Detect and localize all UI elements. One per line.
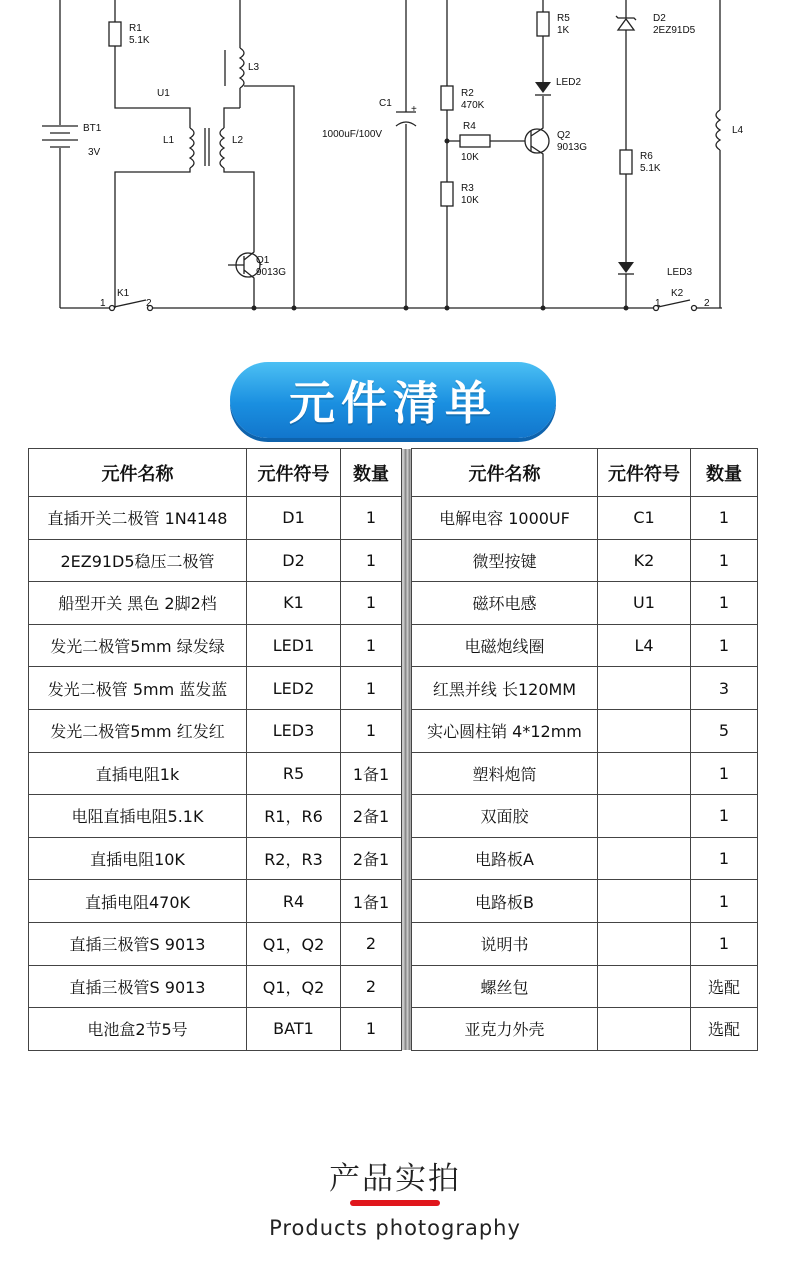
- column-divider: [402, 795, 412, 838]
- column-divider: [402, 624, 412, 667]
- k2-pin1: 1: [655, 298, 661, 309]
- table-cell: 1: [691, 539, 758, 582]
- switch-k2: [658, 300, 690, 307]
- table-cell: 发光二极管5mm 红发红: [29, 709, 247, 752]
- table-cell: 直插三极管S 9013: [29, 922, 247, 965]
- table-cell: 电磁炮线圈: [412, 624, 598, 667]
- banner-title: 元件清单: [289, 376, 497, 430]
- table-cell: 直插电阻470K: [29, 880, 247, 923]
- table-cell: 微型按键: [412, 539, 598, 582]
- r6-label: R6: [640, 151, 653, 162]
- resistor-r5: [537, 12, 549, 36]
- column-divider: [402, 965, 412, 1008]
- table-cell: 双面胶: [412, 795, 598, 838]
- table-cell: [598, 1008, 691, 1051]
- table-cell: 2: [341, 922, 402, 965]
- table-cell: K1: [247, 582, 341, 625]
- table-cell: R2，R3: [247, 837, 341, 880]
- resistor-r3: [441, 182, 453, 206]
- r5-value: 1K: [557, 25, 570, 36]
- table-cell: 1: [341, 582, 402, 625]
- table-cell: R4: [247, 880, 341, 923]
- table-cell: 直插开关二极管 1N4148: [29, 497, 247, 540]
- table-cell: 1: [341, 667, 402, 710]
- k1-label: K1: [117, 288, 130, 299]
- table-cell: [598, 709, 691, 752]
- table-row: [29, 667, 758, 710]
- table-cell: C1: [598, 497, 691, 540]
- c1-plus: +: [411, 104, 417, 115]
- section-accent-bar: [350, 1200, 440, 1206]
- table-cell: 2EZ91D5稳压二极管: [29, 539, 247, 582]
- table-row: [29, 837, 758, 880]
- led3-symbol: [618, 262, 634, 273]
- table-cell: K2: [598, 539, 691, 582]
- k1-pin2: 2: [146, 298, 152, 309]
- table-cell: [598, 795, 691, 838]
- r1-label: R1: [129, 23, 142, 34]
- table-cell: 选配: [691, 965, 758, 1008]
- r1-value: 5.1K: [129, 35, 150, 46]
- table-cell: Q1，Q2: [247, 922, 341, 965]
- column-divider: [402, 449, 412, 497]
- table-cell: 磁环电感: [412, 582, 598, 625]
- table-row: [29, 922, 758, 965]
- inductor-l1: [190, 128, 194, 168]
- table-cell: 1: [691, 497, 758, 540]
- table-header-row: [29, 449, 758, 497]
- table-cell: 电路板B: [412, 880, 598, 923]
- table-cell: 1: [341, 709, 402, 752]
- header-cell: 元件名称: [29, 449, 247, 497]
- zener-d2: [618, 19, 634, 30]
- q2-label: Q2: [557, 130, 571, 141]
- table-cell: 电池盒2节5号: [29, 1008, 247, 1051]
- table-cell: U1: [598, 582, 691, 625]
- column-divider: [402, 539, 412, 582]
- u1-label: U1: [157, 88, 170, 99]
- l3-label: L3: [248, 62, 260, 73]
- switch-k1: [114, 300, 146, 307]
- table-row: [29, 1008, 758, 1051]
- table-cell: 电阻直插电阻5.1K: [29, 795, 247, 838]
- bt1-value: 3V: [88, 147, 101, 158]
- table-cell: 1: [341, 1008, 402, 1051]
- table-row: [29, 582, 758, 625]
- table-cell: 1: [691, 922, 758, 965]
- table-cell: 直插电阻10K: [29, 837, 247, 880]
- q1-value: 9013G: [256, 267, 287, 278]
- table-cell: 1: [691, 837, 758, 880]
- resistor-r4: [460, 135, 490, 147]
- table-cell: 电解电容 1000UF: [412, 497, 598, 540]
- table-cell: 2: [341, 965, 402, 1008]
- r3-label: R3: [461, 183, 474, 194]
- table-cell: 实心圆柱销 4*12mm: [412, 709, 598, 752]
- header-cell: 数量: [691, 449, 758, 497]
- circuit-schematic: [0, 0, 790, 330]
- table-cell: [598, 752, 691, 795]
- r5-label: R5: [557, 13, 570, 24]
- header-cell: 数量: [341, 449, 402, 497]
- table-cell: 1: [691, 880, 758, 923]
- inductor-l3: [240, 48, 244, 88]
- r6-value: 5.1K: [640, 163, 661, 174]
- table-cell: 发光二极管5mm 绿发绿: [29, 624, 247, 667]
- table-cell: R1，R6: [247, 795, 341, 838]
- table-cell: 直插三极管S 9013: [29, 965, 247, 1008]
- table-cell: [598, 965, 691, 1008]
- section-title: 产品实拍: [329, 1161, 461, 1197]
- table-cell: R5: [247, 752, 341, 795]
- q2-value: 9013G: [557, 142, 588, 153]
- table-cell: 1: [691, 582, 758, 625]
- resistor-r6: [620, 150, 632, 174]
- r4-label: R4: [463, 121, 476, 132]
- inductor-l2: [220, 128, 224, 168]
- table-cell: D1: [247, 497, 341, 540]
- table-cell: 红黑并线 长120MM: [412, 667, 598, 710]
- table-cell: [598, 880, 691, 923]
- r2-label: R2: [461, 88, 474, 99]
- header-cell: 元件名称: [412, 449, 598, 497]
- table-cell: LED2: [247, 667, 341, 710]
- table-cell: [598, 667, 691, 710]
- table-row: [29, 752, 758, 795]
- table-cell: 亚克力外壳: [412, 1008, 598, 1051]
- resistor-r2: [441, 86, 453, 110]
- resistor-r1: [109, 22, 121, 46]
- table-cell: 1备1: [341, 752, 402, 795]
- parts-list-banner: [230, 362, 556, 438]
- table-cell: Q1，Q2: [247, 965, 341, 1008]
- table-cell: BAT1: [247, 1008, 341, 1051]
- q1-label: Q1: [256, 255, 270, 266]
- section-subtitle: Products photography: [269, 1216, 521, 1240]
- l2-label: L2: [232, 135, 244, 146]
- k1-pin1: 1: [100, 298, 106, 309]
- coil-l4: [716, 110, 720, 150]
- table-cell: LED1: [247, 624, 341, 667]
- column-divider: [402, 922, 412, 965]
- table-cell: 5: [691, 709, 758, 752]
- column-divider: [402, 752, 412, 795]
- l4-label: L4: [732, 125, 744, 136]
- d2-value: 2EZ91D5: [653, 25, 696, 36]
- table-row: [29, 880, 758, 923]
- table-cell: 塑料炮筒: [412, 752, 598, 795]
- led2-symbol: [535, 82, 551, 93]
- led3-label: LED3: [667, 267, 693, 278]
- table-row: [29, 497, 758, 540]
- table-cell: 1: [341, 624, 402, 667]
- battery-bt1: [42, 126, 78, 147]
- table-cell: 电路板A: [412, 837, 598, 880]
- header-cell: 元件符号: [598, 449, 691, 497]
- table-cell: 螺丝包: [412, 965, 598, 1008]
- table-cell: 1备1: [341, 880, 402, 923]
- table-cell: 船型开关 黑色 2脚2档: [29, 582, 247, 625]
- k2-pin2: 2: [704, 298, 710, 309]
- table-cell: 1: [691, 624, 758, 667]
- c1-value: 1000uF/100V: [322, 129, 383, 140]
- table-cell: 发光二极管 5mm 蓝发蓝: [29, 667, 247, 710]
- column-divider: [402, 497, 412, 540]
- table-cell: [598, 922, 691, 965]
- c1-label: C1: [379, 98, 392, 109]
- table-row: [29, 965, 758, 1008]
- table-row: [29, 624, 758, 667]
- table-cell: 2备1: [341, 795, 402, 838]
- table-row: [29, 795, 758, 838]
- header-cell: 元件符号: [247, 449, 341, 497]
- r3-value: 10K: [461, 195, 479, 206]
- table-row: [29, 539, 758, 582]
- table-cell: 1: [691, 795, 758, 838]
- table-cell: 3: [691, 667, 758, 710]
- table-cell: LED3: [247, 709, 341, 752]
- column-divider: [402, 709, 412, 752]
- column-divider: [402, 880, 412, 923]
- table-cell: 1: [691, 752, 758, 795]
- table-cell: 1: [341, 539, 402, 582]
- column-divider: [402, 1008, 412, 1051]
- bt1-label: BT1: [83, 123, 102, 134]
- k2-label: K2: [671, 288, 684, 299]
- table-cell: 说明书: [412, 922, 598, 965]
- r2-value: 470K: [461, 100, 485, 111]
- table-cell: 2备1: [341, 837, 402, 880]
- d2-label: D2: [653, 13, 666, 24]
- column-divider: [402, 667, 412, 710]
- table-cell: L4: [598, 624, 691, 667]
- table-cell: 1: [341, 497, 402, 540]
- table-row: [29, 709, 758, 752]
- column-divider: [402, 837, 412, 880]
- table-cell: 选配: [691, 1008, 758, 1051]
- r4-value: 10K: [461, 152, 479, 163]
- parts-table: [28, 448, 758, 1051]
- l1-label: L1: [163, 135, 175, 146]
- table-cell: 直插电阻1k: [29, 752, 247, 795]
- column-divider: [402, 582, 412, 625]
- led2-label: LED2: [556, 77, 582, 88]
- table-cell: D2: [247, 539, 341, 582]
- table-cell: [598, 837, 691, 880]
